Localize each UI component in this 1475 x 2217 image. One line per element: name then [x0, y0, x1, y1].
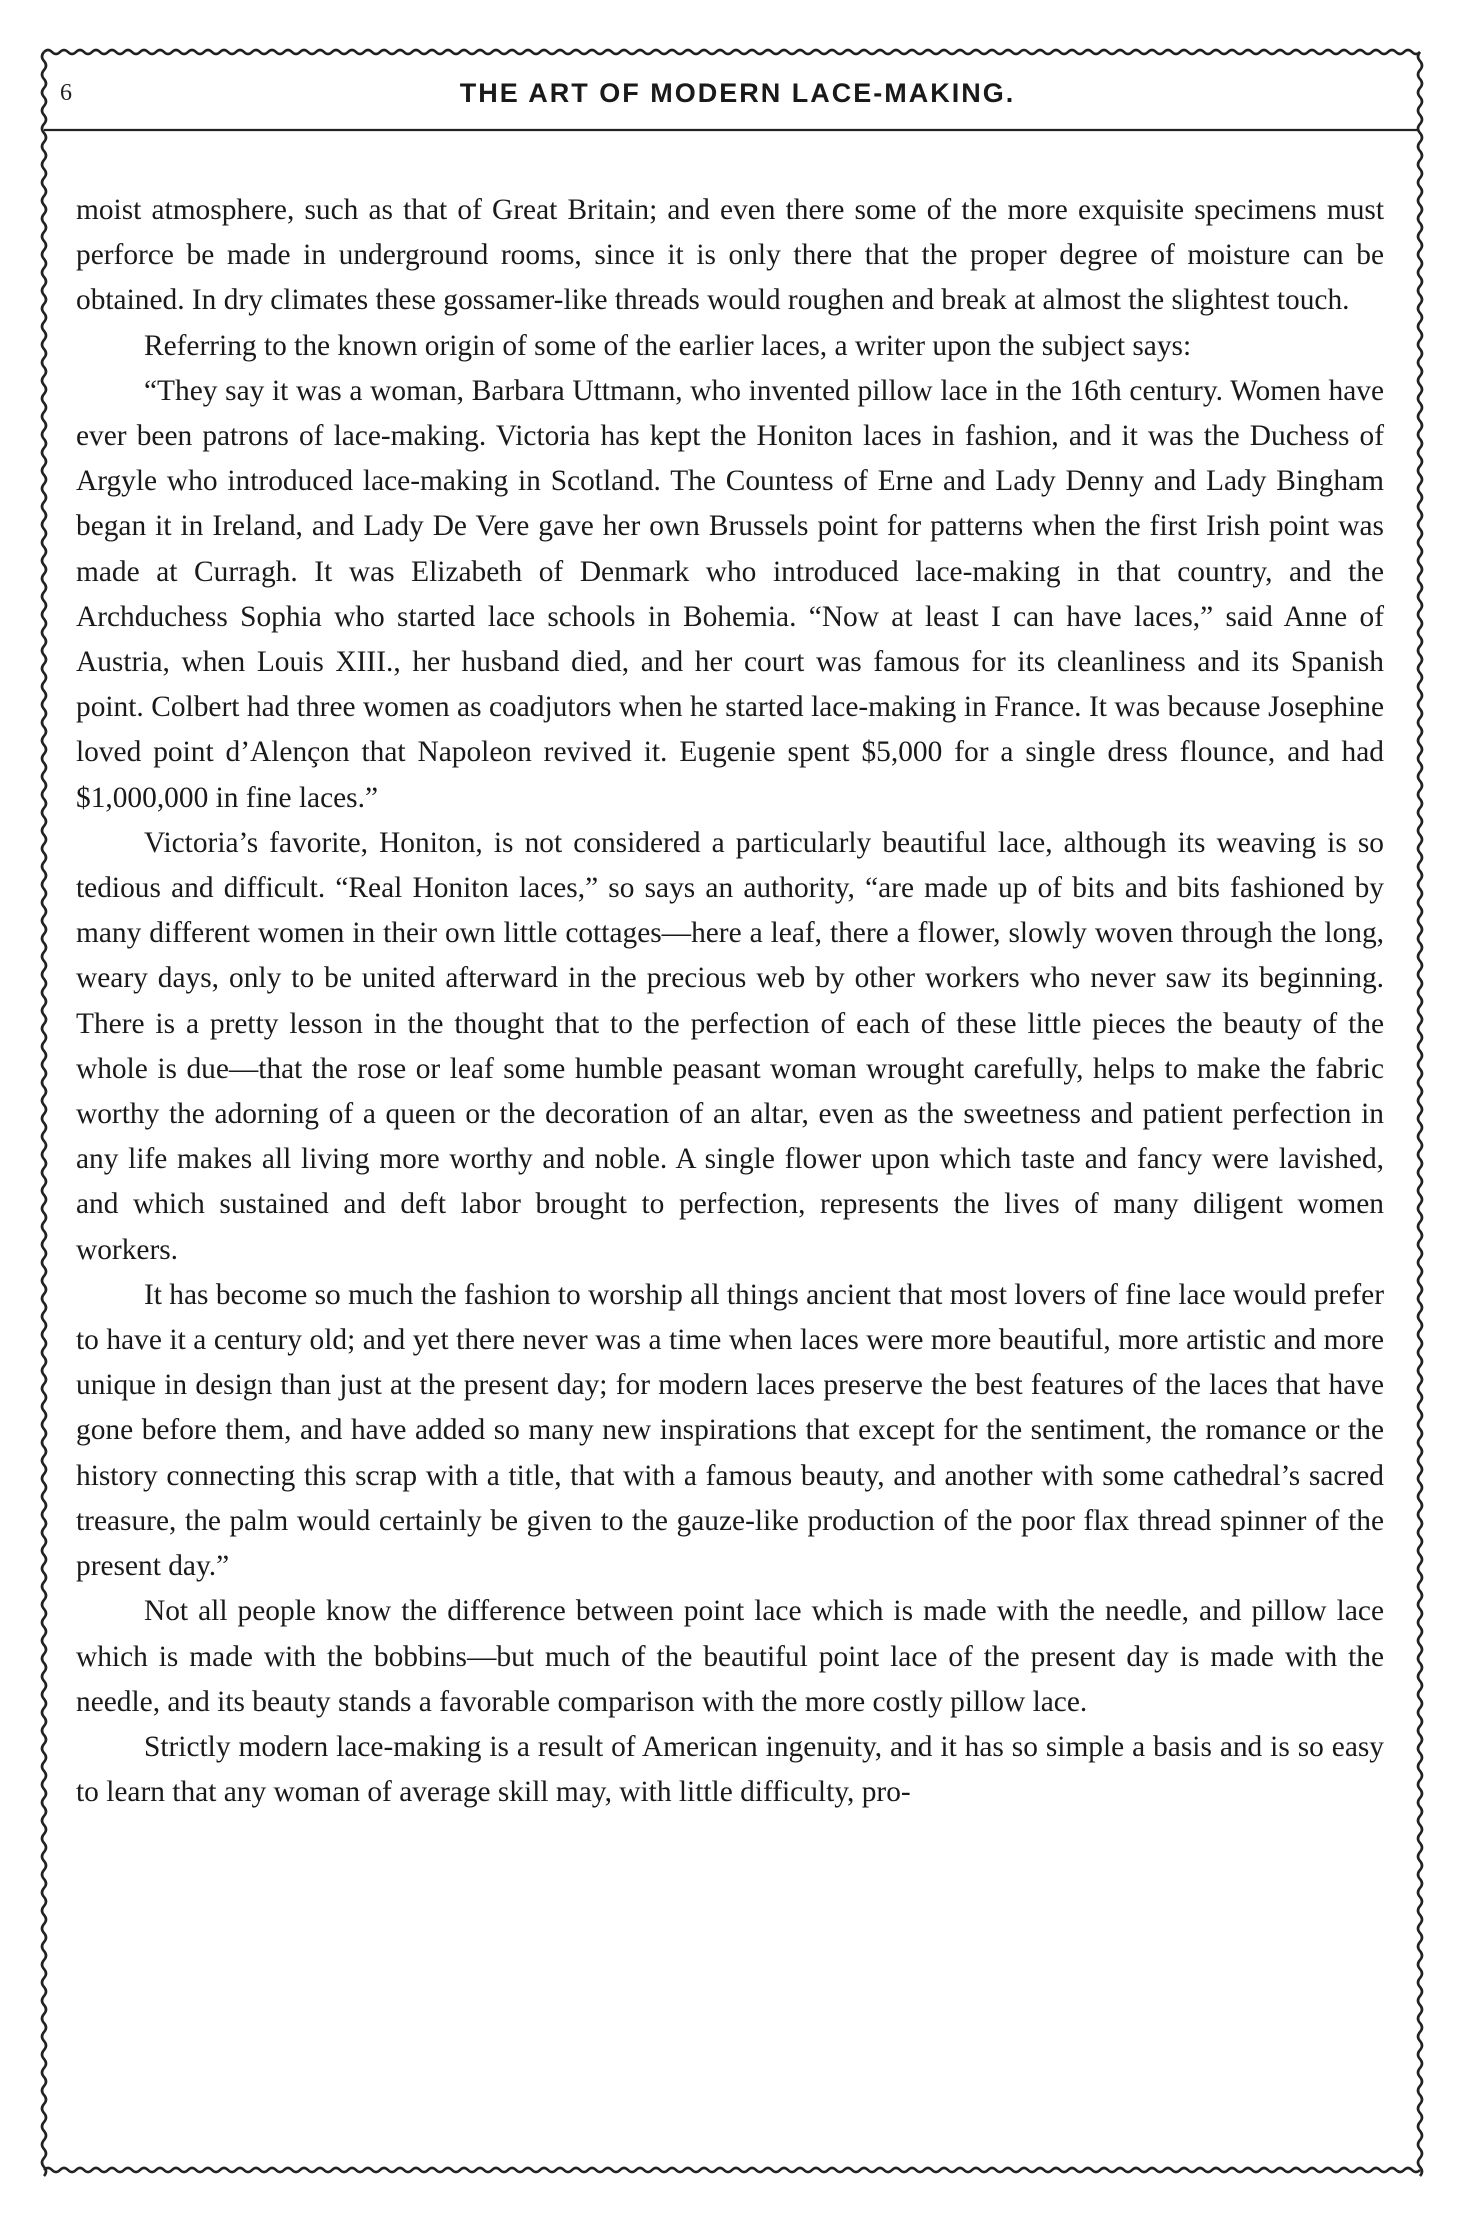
paragraph: Not all people know the difference between point lace which is made with the needle, and pillow lace which is made with the bobbins—but much of the beautiful point lace of the present day is made with the needle, and its beauty stands a favorable comparison with the more costly pillow lace. — [76, 1595, 1384, 1718]
paragraph-continued: moist atmosphere, such as that of Great Britain; and even there some of the more exquisite specimens must perforce be made in underground rooms, since it is only there that the proper degree of moisture can be obtained. In dry climates these gossamer-like threads would roughen and break at almost the slightest touch. — [76, 194, 1384, 317]
border-bottom-wavy-rule — [44, 2168, 1420, 2172]
border-top-wavy-rule — [44, 50, 1420, 54]
running-head — [60, 74, 1415, 124]
paragraph-quotation: “They say it was a woman, Barbara Uttmann, who invented pillow lace in the 16th century. Women have ever been patrons of lace-making. Victoria has kept the Honiton laces in fashion, and it was the Duchess of Argyle who introduced lace-making in Scotland. The Countess of Erne and Lady Denny and Lady Bingham began it in Ireland, and Lady De Vere gave her own Brussels point for patterns when the first Irish point was made at Curragh. It was Elizabeth of Denmark who introduced lace-making in that country, and the Archduchess Sophia who started lace schools in Bohemia. “Now at least I can have laces,” said Anne of Austria, when Louis XIII., her husband died, and her court was famous for its cleanliness and its Spanish point. Colbert had three women as coadjutors when he started lace-making in France. It was because Josephine loved point d’Alençon that Napoleon revived it. Eugenie spent $5,000 for a single dress flounce, and had $1,000,000 in fine laces.” — [76, 374, 1384, 814]
page-number: 6 — [60, 80, 72, 106]
paragraph-final: Strictly modern lace-making is a result of American ingenuity, and it has so simple a basis and is so easy to learn that any woman of average skill may, with little difficulty, pro- — [76, 1730, 1384, 1809]
paragraph: Victoria’s favorite, Honiton, is not considered a particularly beautiful lace, although its weaving is so tedious and difficult. “Real Honiton laces,” so says an authority, “are made up of bits and bits fashioned by many different women in their own little cottages—here a leaf, there a flower, slowly woven through the long, weary days, only to be united afterward in the precious web by other workers who never saw its beginning. There is a pretty lesson in the thought that to the perfection of each of these little pieces the beauty of the whole is due—that the rose or leaf some humble peasant woman wrought carefully, helps to make the fabric worthy the adorning of a queen or the decoration of an altar, even as the sweetness and patient perfection in any life makes all living more worthy and noble. A single flower upon which taste and fancy were lavished, and which sustained and deft labor brought to perfection, represents the lives of many diligent women workers. — [76, 826, 1384, 1266]
running-title: THE ART OF MODERN LACE-MAKING. — [459, 78, 1016, 108]
border-right-wavy-rule — [1418, 52, 1422, 2176]
body-text — [76, 188, 1384, 1815]
paragraph: It has become so much the fashion to worship all things ancient that most lovers of fine lace would prefer to have it a century old; and yet there never was a time when laces were more beautiful, more artistic and more unique in design than just at the present day; for modern laces preserve the best features of the laces that have gone before them, and have added so many new inspirations that except for the sentiment, the romance or the history connecting this scrap with a title, that with a famous beauty, and another with some cathedral’s sacred treasure, the palm would certainly be given to the gauze-like production of the poor flax thread spinner of the present day.” — [76, 1278, 1384, 1583]
border-left-wavy-rule — [42, 52, 46, 2176]
paragraph: Referring to the known origin of some of the earlier laces, a writer upon the subject says: — [144, 329, 1192, 362]
